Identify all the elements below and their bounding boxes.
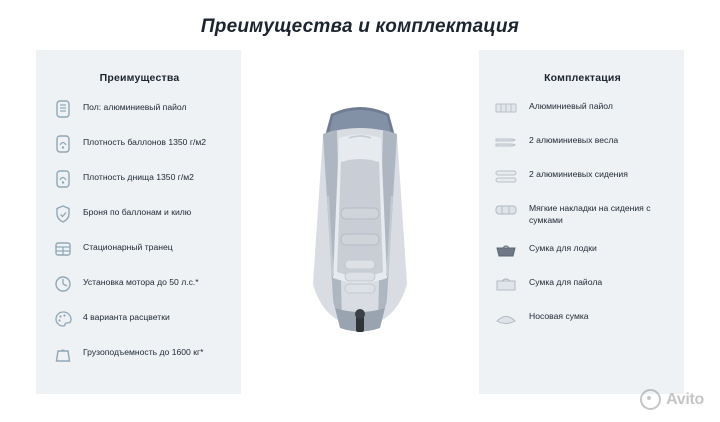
list-item-label: Сумка для пайола — [529, 277, 603, 288]
list-item — [52, 343, 227, 365]
equipment-panel — [479, 50, 684, 394]
list-item-label: Алюминиевый пайол — [529, 101, 613, 111]
list-item — [52, 308, 227, 330]
list-item-label: Носовая сумка — [529, 311, 589, 322]
seat-cushion-icon — [493, 200, 519, 220]
list-item — [52, 203, 227, 225]
list-item — [493, 308, 672, 328]
list-item-label: Грузоподъемность до 1600 кг* — [83, 347, 204, 357]
list-item-label: 2 алюминиевых весла — [529, 135, 619, 145]
floor-icon — [52, 98, 74, 120]
avito-logo-icon — [640, 389, 661, 410]
list-item-label: Плотность баллонов 1350 г/м2 — [83, 137, 207, 147]
watermark-label: Avito — [666, 390, 704, 408]
list-item — [52, 133, 227, 155]
product-image-panel — [241, 50, 479, 394]
bow-bag-icon — [493, 308, 519, 328]
list-item-label: Плотность днища 1350 г/м2 — [83, 172, 194, 182]
inflatable-boat-photo — [271, 76, 449, 368]
list-item — [52, 98, 227, 120]
content-area — [36, 50, 684, 394]
list-item-label: 4 варианта расцветки — [83, 312, 170, 322]
list-item-label: Мягкие накладки на сидения с сумками — [529, 203, 651, 225]
list-item-label: Сумка для лодки — [529, 243, 597, 254]
advantages-panel — [36, 50, 241, 394]
equipment-list — [493, 98, 672, 328]
density-icon — [52, 168, 74, 190]
list-item-label: Стационарный транец — [83, 242, 173, 252]
oars-icon — [493, 132, 519, 152]
list-item-label: Установка мотора до 50 л.с.* — [83, 277, 199, 287]
aluminum-floor-icon — [493, 98, 519, 118]
equipment-heading: Комплектация — [544, 72, 621, 84]
seats-icon — [493, 166, 519, 186]
list-item — [493, 98, 672, 118]
motor-icon — [52, 273, 74, 295]
transom-icon — [52, 238, 74, 260]
boat-bag-icon — [493, 240, 519, 260]
advantages-list — [52, 98, 227, 365]
list-item — [52, 273, 227, 295]
palette-icon — [52, 308, 74, 330]
list-item — [493, 166, 672, 186]
list-item — [493, 200, 672, 226]
density-icon — [52, 133, 74, 155]
advantages-heading: Преимущества — [99, 72, 180, 84]
armor-icon — [52, 203, 74, 225]
list-item-label: Броня по баллонам и килю — [83, 207, 192, 217]
list-item-label: Пол: алюминиевый пайол — [83, 102, 187, 112]
list-item — [52, 238, 227, 260]
list-item — [493, 240, 672, 260]
list-item — [52, 168, 227, 190]
page-title: Преимущества и комплектация — [200, 16, 520, 37]
list-item — [493, 132, 672, 152]
list-item — [493, 274, 672, 294]
weight-icon — [52, 343, 74, 365]
list-item-label: 2 алюминиевых сидения — [529, 169, 628, 179]
floor-bag-icon — [493, 274, 519, 294]
avito-watermark — [640, 389, 704, 410]
